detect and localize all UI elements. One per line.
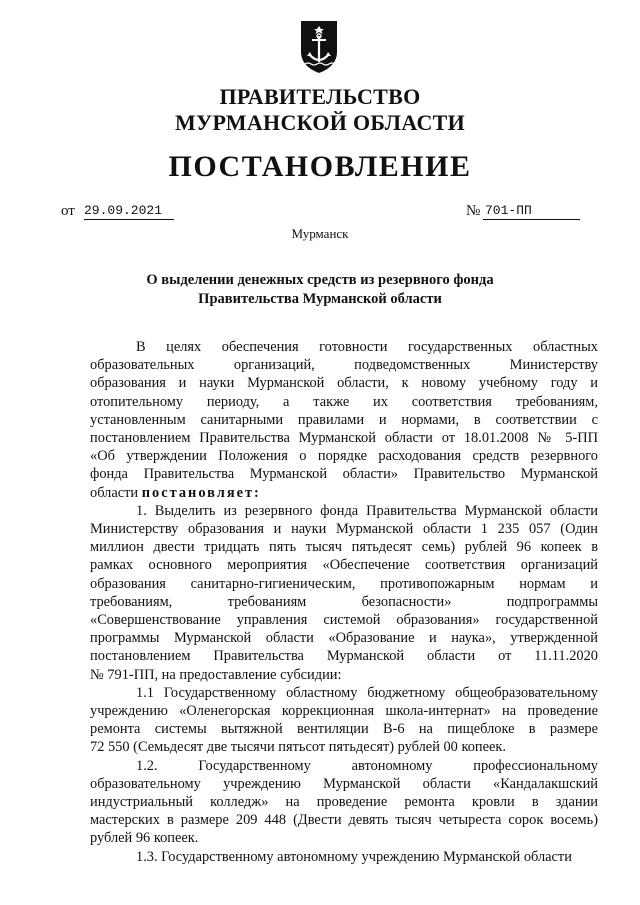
body-line: образования санитарно-гигиеническим, противопожарным нормам и: [90, 575, 598, 592]
resolves-word: постановляет:: [141, 484, 261, 501]
body-line: 1.2. Государственному автономному профессиональному: [136, 757, 598, 774]
body-line: рамках основного мероприятия «Обеспечение соответствия организаций: [90, 557, 598, 574]
body-line: индустриальный колледж» на проведение ремонта кровли в здании: [90, 794, 598, 811]
body-line: образовательных организаций, подведомственных Министерству: [90, 357, 598, 374]
coat-of-arms-icon: [297, 18, 341, 74]
subject-line: Правительства Мурманской области: [198, 291, 442, 307]
body-line: программы Мурманской области «Образование и наука», утвержденной: [90, 630, 598, 647]
body-line: «Об утверждении Положения о порядке расходования средств резервного: [90, 448, 598, 465]
body-line: миллион двести тридцать пять тысяч пятьдесят семь) рублей 96 копеек в: [90, 539, 598, 556]
document-subject: [0, 271, 640, 309]
body-line: установленным санитарными правилами и нормами, в соответствии с: [90, 411, 598, 428]
body-line: № 791-ПП, на предоставление субсидии:: [90, 666, 342, 683]
body-line: учреждению «Оленегорская коррекционная школа-интернат» на проведение: [90, 703, 598, 720]
body-line: мастерских в размере 209 448 (Двести девять тысяч четыреста сорок восемь): [90, 812, 598, 829]
document-number: 701-ПП: [483, 203, 580, 220]
body-line: ремонта системы вытяжной вентиляции В-6 на пищеблоке в размере: [90, 721, 598, 738]
government-name-line1: ПРАВИТЕЛЬСТВО: [219, 84, 421, 109]
body-line: образования и науки Мурманской области, к новому учебному году и: [90, 375, 598, 392]
body-line: 72 550 (Семьдесят две тысячи пятьсот пятьдесят) рублей 00 копеек.: [90, 739, 506, 756]
body-line: образовательному учреждению Мурманской области «Кандалакшский: [90, 775, 598, 792]
document-date: 29.09.2021: [84, 203, 174, 220]
body-line: фонда Правительства Мурманской области» Правительство Мурманской: [90, 466, 598, 483]
body-line: требованиям, требованиям безопасности» подпрограммы: [90, 593, 598, 610]
body-line: постановлением Правительства Мурманской области от 18.01.2008 № 5-ПП: [90, 430, 598, 447]
body-line: «Совершенствование управления системой образования» государственной: [90, 612, 598, 629]
subject-line: О выделении денежных средств из резервного фонда: [146, 272, 494, 288]
body-line: В целях обеспечения готовности государственных областных: [136, 339, 598, 355]
number-label: №: [466, 203, 481, 219]
government-name-line2: МУРМАНСКОЙ ОБЛАСТИ: [174, 110, 466, 135]
document-type-heading: ПОСТАНОВЛЕНИЕ: [168, 150, 472, 183]
city-name: Мурманск: [291, 226, 349, 241]
body-line: рублей 96 копеек.: [90, 830, 199, 847]
body-line: отопительному периоду, а также их соответствия требованиям,: [90, 393, 598, 410]
body-line: 1.1 Государственному областному бюджетному общеобразовательному: [136, 684, 598, 701]
body-line: Министерству образования и науки Мурманской области 1 235 057 (Один: [90, 521, 598, 538]
document-body: [90, 338, 598, 866]
body-line: 1. Выделить из резервного фонда Правительства Мурманской области: [136, 502, 598, 519]
body-line: [90, 484, 598, 502]
body-line: постановлением Правительства Мурманской области от 11.11.2020: [90, 648, 598, 665]
body-line: 1.3. Государственному автономному учреждению Мурманской области: [136, 848, 572, 865]
body-line-text: области: [90, 484, 139, 501]
date-label: от: [61, 203, 75, 219]
